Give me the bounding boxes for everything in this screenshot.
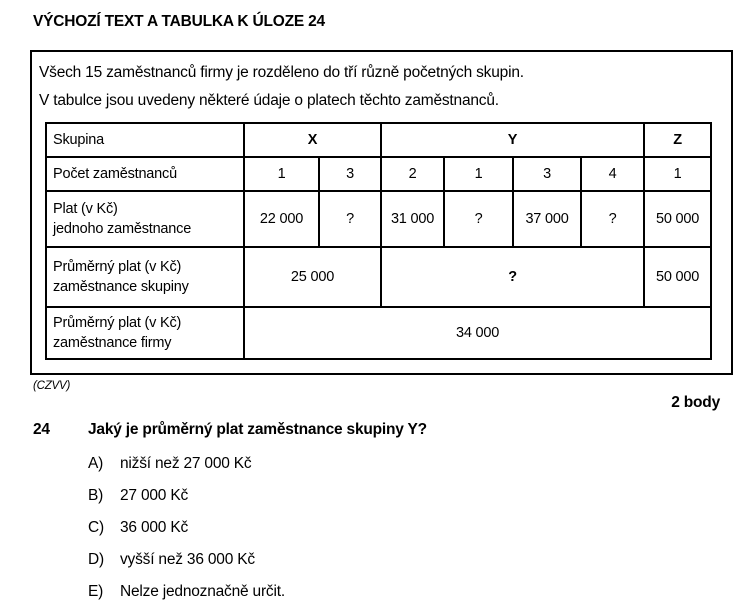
page-title: VÝCHOZÍ TEXT A TABULKA K ÚLOZE 24 xyxy=(33,13,325,30)
option-c-text: 36 000 Kč xyxy=(120,519,189,536)
question-text: Jaký je průměrný plat zaměstnance skupiny Y? xyxy=(88,421,427,438)
option-e-text: Nelze jednoznačně určit. xyxy=(120,583,285,600)
option-a xyxy=(88,448,753,480)
table-row-count xyxy=(46,157,711,191)
option-e xyxy=(88,576,753,608)
option-d xyxy=(88,544,753,576)
option-b-letter: B) xyxy=(88,487,104,504)
question-header xyxy=(33,421,753,439)
option-d-text: vyšší než 36 000 Kč xyxy=(120,551,255,568)
option-b xyxy=(88,480,753,512)
count-cell: 1 xyxy=(244,157,319,191)
points-badge: 2 body xyxy=(671,394,720,411)
group-avg-z-cell: 50 000 xyxy=(644,247,711,307)
table-row-salary xyxy=(46,191,711,247)
group-y-header: Y xyxy=(381,123,644,157)
table-row-company-average xyxy=(46,307,711,359)
salary-cell: ? xyxy=(444,191,513,247)
salary-cell: ? xyxy=(319,191,381,247)
count-cell: 3 xyxy=(513,157,581,191)
count-cell: 1 xyxy=(644,157,711,191)
option-a-letter: A) xyxy=(88,455,104,472)
option-b-text: 27 000 Kč xyxy=(120,487,189,504)
salary-cell: 50 000 xyxy=(644,191,711,247)
salary-cell: 22 000 xyxy=(244,191,319,247)
group-avg-label-line1: Průměrný plat (v Kč) xyxy=(53,259,182,275)
salary-cell: ? xyxy=(581,191,644,247)
salary-table xyxy=(45,122,712,360)
intro-box xyxy=(30,50,733,375)
option-d-letter: D) xyxy=(88,551,104,568)
option-e-letter: E) xyxy=(88,583,104,600)
salary-cell: 31 000 xyxy=(381,191,444,247)
count-cell: 3 xyxy=(319,157,381,191)
count-cell: 4 xyxy=(581,157,644,191)
group-avg-y-cell-highlighted: ? xyxy=(381,247,644,307)
salary-cell: 37 000 xyxy=(513,191,581,247)
group-avg-x-cell: 25 000 xyxy=(244,247,381,307)
group-x-header: X xyxy=(244,123,381,157)
count-row-label: Počet zaměstnanců xyxy=(46,157,244,191)
salary-row-label xyxy=(46,191,244,247)
intro-line-1: Všech 15 zaměstnanců firmy je rozděleno do tří různě početných skupin. xyxy=(39,64,524,81)
group-avg-label-line2: zaměstnance skupiny xyxy=(53,279,189,295)
answer-options xyxy=(0,448,753,608)
company-avg-label-line1: Průměrný plat (v Kč) xyxy=(53,315,182,331)
group-row-label: Skupina xyxy=(46,123,244,157)
table-row-group-average xyxy=(46,247,711,307)
intro-line-2: V tabulce jsou uvedeny některé údaje o platech těchto zaměstnanců. xyxy=(39,92,499,109)
count-cell: 2 xyxy=(381,157,444,191)
group-z-header: Z xyxy=(644,123,711,157)
group-avg-row-label xyxy=(46,247,244,307)
salary-row-label-line2: jednoho zaměstnance xyxy=(53,221,192,237)
salary-row-label-line1: Plat (v Kč) xyxy=(53,201,118,217)
source-attribution: (CZVV) xyxy=(33,380,71,392)
option-c-letter: C) xyxy=(88,519,104,536)
count-cell: 1 xyxy=(444,157,513,191)
question-number: 24 xyxy=(33,421,50,438)
company-avg-label-line2: zaměstnance firmy xyxy=(53,335,172,351)
option-a-text: nižší než 27 000 Kč xyxy=(120,455,252,472)
table-row-group xyxy=(46,123,711,157)
company-avg-value-cell: 34 000 xyxy=(244,307,711,359)
company-avg-row-label xyxy=(46,307,244,359)
option-c xyxy=(88,512,753,544)
